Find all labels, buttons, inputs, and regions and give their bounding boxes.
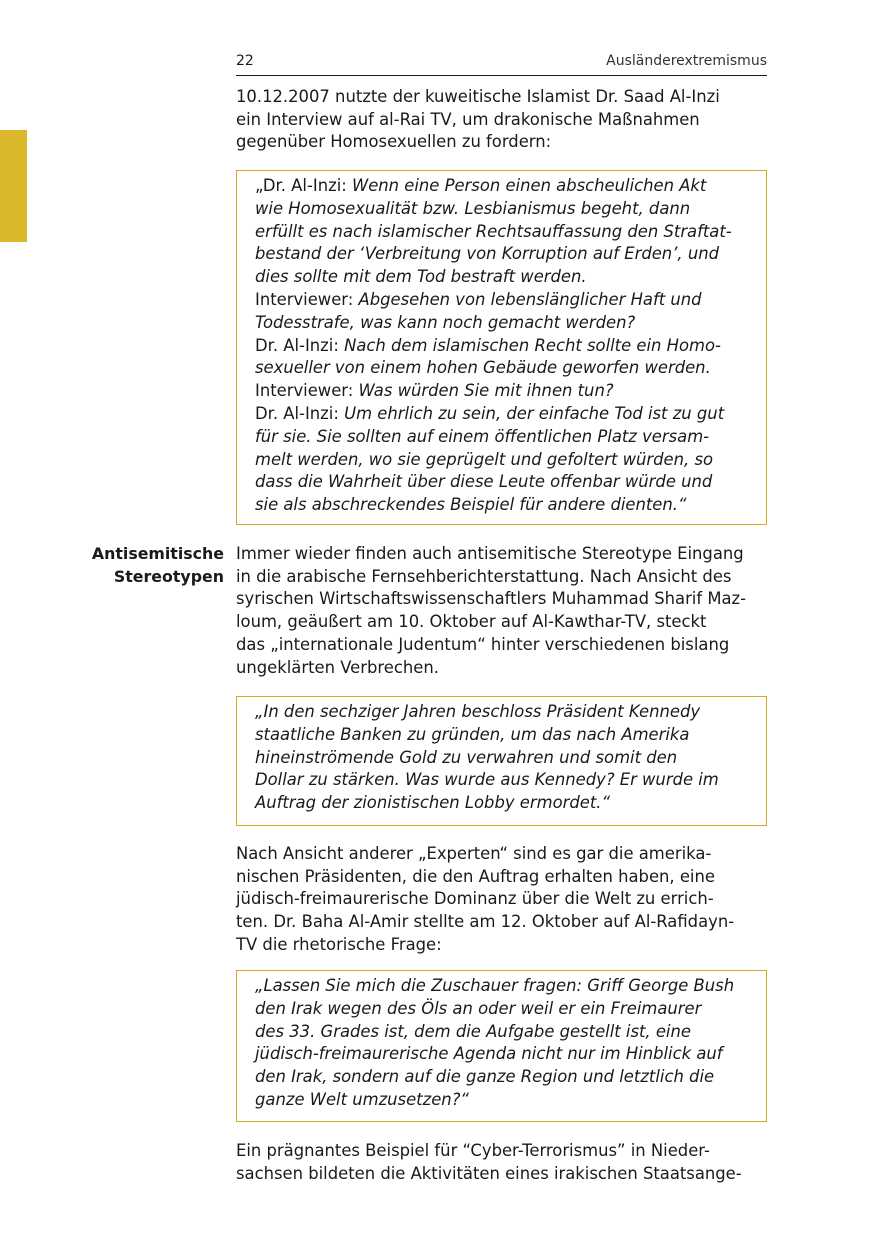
margin-heading: Antisemitische Stereotypen [91,544,224,586]
experts-paragraph: Nach Ansicht anderer „Experten“ sind es gar die amerika- nischen Präsidenten, die den Auftrag erhalten haben, eine jüdisch-freimaurerische Dominanz über die Welt zu errich- ten. Dr. Baha Al-Amir stellte am 12. Oktober auf Al-Rafidayn- TV die rhetorische Frage: [236,844,735,954]
speech-text: Abgesehen von lebenslänglicher Haft und Todesstrafe, was kann noch gemacht werden? [255,289,702,332]
interview-quote [255,175,758,517]
page-header [236,51,767,76]
speech-text: Nach dem islamischen Recht sollte ein Homo- sexueller von einem hohen Gebäude geworfen werden. [255,335,721,378]
speaker-label: „Dr. Al-Inzi: [255,176,352,195]
speech-text: Um ehrlich zu sein, der einfache Tod ist zu gut für sie. Sie sollten auf einem öffentlichen Platz versam- melt werden, wo sie geprügelt und gefoltert würden, so dass die Wahrheit über diese Leute offenbar würde und sie als abschreckendes Beispiel für andere dienten.“ [255,403,725,515]
speaker-label: Interviewer: [255,381,359,401]
kennedy-quote [255,701,758,815]
speaker-label: Interviewer: [255,289,359,309]
kennedy-quote-box [236,696,767,826]
cyber-terrorism-paragraph: Ein prägnantes Beispiel für “Cyber-Terrorismus” in Nieder- sachsen bildeten die Aktivitäten eines irakischen Staatsange- [236,1141,742,1183]
antisemitism-paragraph: Immer wieder finden auch antisemitische Stereotype Eingang in die arabische Fernsehberichterstattung. Nach Ansicht des syrischen Wirtschaftswissenschaftlers Muhammad Sharif Maz- loum, geäußert am 10. Oktober auf Al-Kawthar-TV, steckt das „internationale Judentum“ hinter verschiedenen bislang ungeklärten Verbrechen. [236,544,747,677]
quote-text: „Lassen Sie mich die Zuschauer fragen: Griff George Bush den Irak wegen des Öls an oder weil er ein Freimaurer des 33. Grades ist, dem die Aufgabe gestellt ist, eine jüdisch-freimaurerische Agenda nicht nur im Hinblick auf den Irak, sondern auf die ganze Region und letztlich die ganze Welt umzusetzen?“ [255,976,735,1109]
speaker-label: Dr. Al-Inzi: [255,335,345,355]
intro-paragraph: 10.12.2007 nutzte der kuweitische Islamist Dr. Saad Al-Inzi ein Interview auf al-Rai TV, um drakonische Maßnahmen gegenüber Homosexuellen zu fordern: [236,87,720,152]
speaker-label: Dr. Al-Inzi: [255,403,345,423]
interview-quote-box [236,170,767,525]
running-title: Ausländerextremismus [606,53,767,69]
speech-text: Wenn eine Person einen abscheulichen Akt wie Homosexualität bzw. Lesbianismus begeht, dann erfüllt es nach islamischer Rechtsauffassung den Straftat- bestand der ‘Verbreitung von Korruption auf Erden’, und dies sollte mit dem Tod bestraft werden. [255,176,732,287]
page-number: 22 [236,53,254,69]
chapter-tab-marker [0,130,27,242]
speech-text: Was würden Sie mit ihnen tun? [358,381,614,401]
quote-text: „In den sechziger Jahren beschloss Präsident Kennedy staatliche Banken zu gründen, um das nach Amerika hineinströmende Gold zu verwahren und somit den Dollar zu stärken. Was wurde aus Kennedy? Er wurde im Auftrag der zionistischen Lobby ermordet.“ [255,702,719,813]
bush-quote-box [236,970,767,1122]
bush-quote [255,975,758,1112]
